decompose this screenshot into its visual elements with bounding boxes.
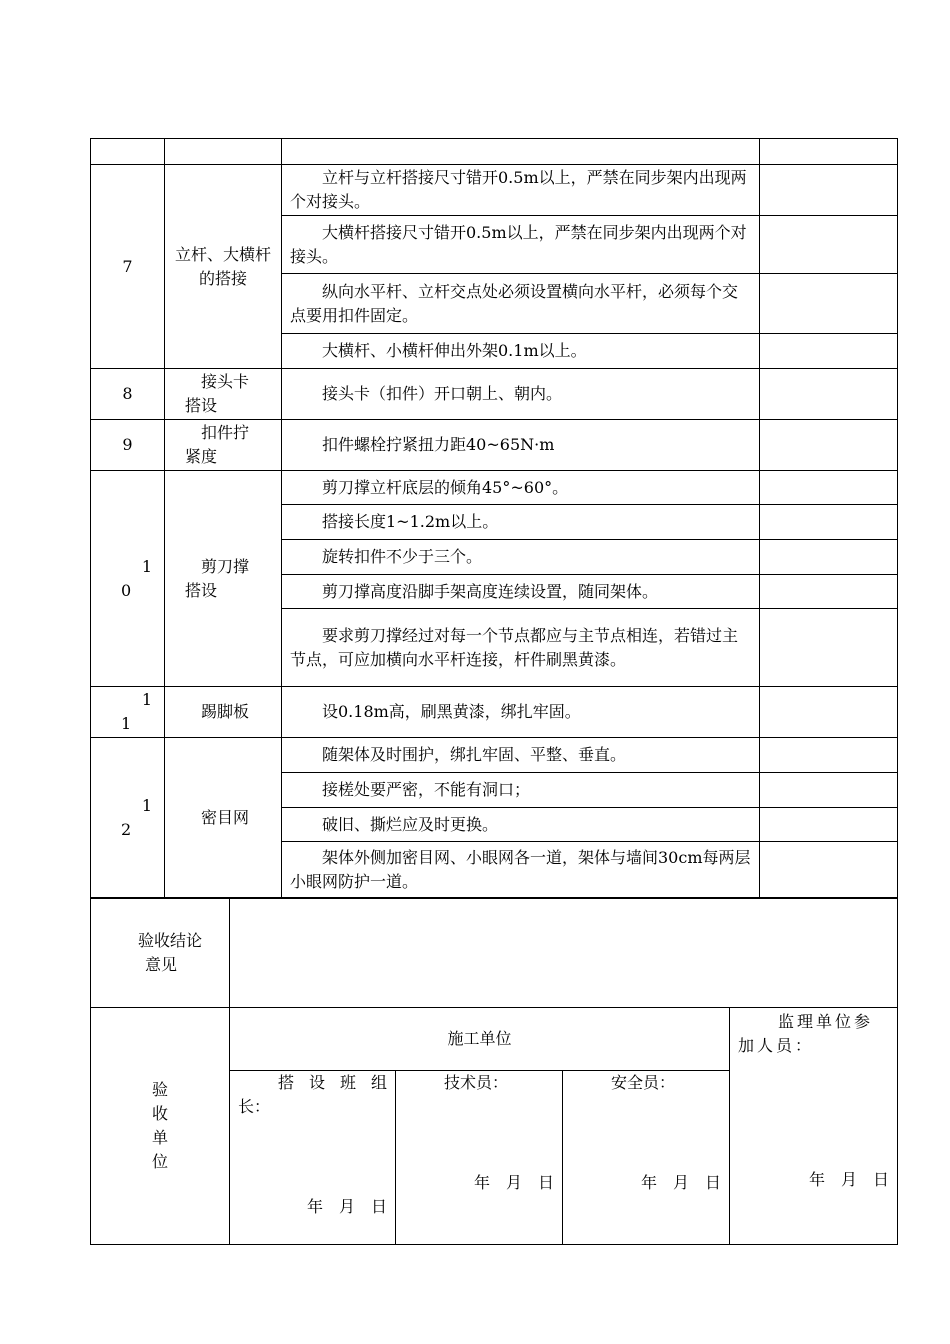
result-cell bbox=[760, 165, 898, 216]
row-number: 8 bbox=[91, 369, 165, 420]
header-cell-item bbox=[165, 139, 282, 165]
result-cell bbox=[760, 738, 898, 773]
header-cell-result bbox=[760, 139, 898, 165]
conclusion-value bbox=[230, 898, 898, 1008]
result-cell bbox=[760, 808, 898, 842]
inspection-table bbox=[90, 138, 898, 899]
requirement-cell: 搭接长度1~1.2m以上。 bbox=[282, 505, 760, 540]
requirement-cell: 剪刀撑立杆底层的倾角45°~60°。 bbox=[282, 471, 760, 505]
team-leader-cell: 搭设班组 长： 年 月 日 bbox=[230, 1071, 396, 1245]
requirement-cell: 大横杆、小横杆伸出外架0.1m以上。 bbox=[282, 334, 760, 369]
supervisor-cell: 监理单位参加人员： 年 月 日 bbox=[730, 1008, 898, 1245]
result-cell bbox=[760, 216, 898, 274]
row-number: 1 1 bbox=[91, 687, 165, 738]
requirement-cell: 架体外侧加密目网、小眼网各一道，架体与墙间30cm每两层小眼网防护一道。 bbox=[282, 842, 760, 899]
row-item: 接头卡搭设 bbox=[165, 369, 282, 420]
result-cell bbox=[760, 471, 898, 505]
row-item: 密目网 bbox=[165, 738, 282, 899]
row-item: 立杆、大横杆的搭接 bbox=[165, 165, 282, 369]
result-cell bbox=[760, 334, 898, 369]
result-cell bbox=[760, 505, 898, 540]
result-cell bbox=[760, 420, 898, 471]
row-number: 1 2 bbox=[91, 738, 165, 899]
result-cell bbox=[760, 687, 898, 738]
table-row bbox=[91, 687, 898, 738]
row-item: 剪刀撑搭设 bbox=[165, 471, 282, 687]
requirement-cell: 大横杆搭接尺寸错开0.5m以上，严禁在同步架内出现两个对接头。 bbox=[282, 216, 760, 274]
row-item: 扣件拧紧度 bbox=[165, 420, 282, 471]
acceptance-header-row bbox=[91, 1008, 898, 1071]
result-cell bbox=[760, 842, 898, 899]
table-row bbox=[91, 738, 898, 773]
requirement-cell: 破旧、撕烂应及时更换。 bbox=[282, 808, 760, 842]
result-cell bbox=[760, 274, 898, 334]
acceptance-table bbox=[90, 897, 898, 1245]
technician-cell: 技术员： 年 月 日 bbox=[396, 1071, 563, 1245]
requirement-cell: 要求剪刀撑经过对每一个节点都应与主节点相连，若错过主节点，可应加横向水平杆连接，杆件刷黑黄漆。 bbox=[282, 609, 760, 687]
row-number: 7 bbox=[91, 165, 165, 369]
requirement-cell: 随架体及时围护，绑扎牢固、平整、垂直。 bbox=[282, 738, 760, 773]
conclusion-label: 验收结论 意见 bbox=[91, 898, 230, 1008]
requirement-cell: 剪刀撑高度沿脚手架高度连续设置，随同架体。 bbox=[282, 575, 760, 609]
requirement-cell: 设0.18m高，刷黑黄漆，绑扎牢固。 bbox=[282, 687, 760, 738]
result-cell bbox=[760, 609, 898, 687]
acceptance-unit-label: 验 收 单 位 bbox=[91, 1008, 230, 1245]
row-item: 踢脚板 bbox=[165, 687, 282, 738]
row-number: 1 0 bbox=[91, 471, 165, 687]
requirement-cell: 接头卡（扣件）开口朝上、朝内。 bbox=[282, 369, 760, 420]
result-cell bbox=[760, 773, 898, 808]
table-row bbox=[91, 420, 898, 471]
header-cell-num bbox=[91, 139, 165, 165]
requirement-cell: 立杆与立杆搭接尺寸错开0.5m以上，严禁在同步架内出现两个对接头。 bbox=[282, 165, 760, 216]
requirement-cell: 旋转扣件不少于三个。 bbox=[282, 540, 760, 575]
requirement-cell: 接槎处要严密，不能有洞口； bbox=[282, 773, 760, 808]
conclusion-row bbox=[91, 898, 898, 1008]
header-cell-req bbox=[282, 139, 760, 165]
table-row bbox=[91, 471, 898, 505]
table-row bbox=[91, 165, 898, 216]
result-cell bbox=[760, 369, 898, 420]
table-header-row bbox=[91, 139, 898, 165]
construction-unit-label: 施工单位 bbox=[230, 1008, 730, 1071]
table-row bbox=[91, 369, 898, 420]
requirement-cell: 扣件螺栓拧紧扭力距40~65N·m bbox=[282, 420, 760, 471]
requirement-cell: 纵向水平杆、立杆交点处必须设置横向水平杆，必须每个交点要用扣件固定。 bbox=[282, 274, 760, 334]
safety-officer-cell: 安全员： 年 月 日 bbox=[563, 1071, 730, 1245]
result-cell bbox=[760, 540, 898, 575]
result-cell bbox=[760, 575, 898, 609]
row-number: 9 bbox=[91, 420, 165, 471]
